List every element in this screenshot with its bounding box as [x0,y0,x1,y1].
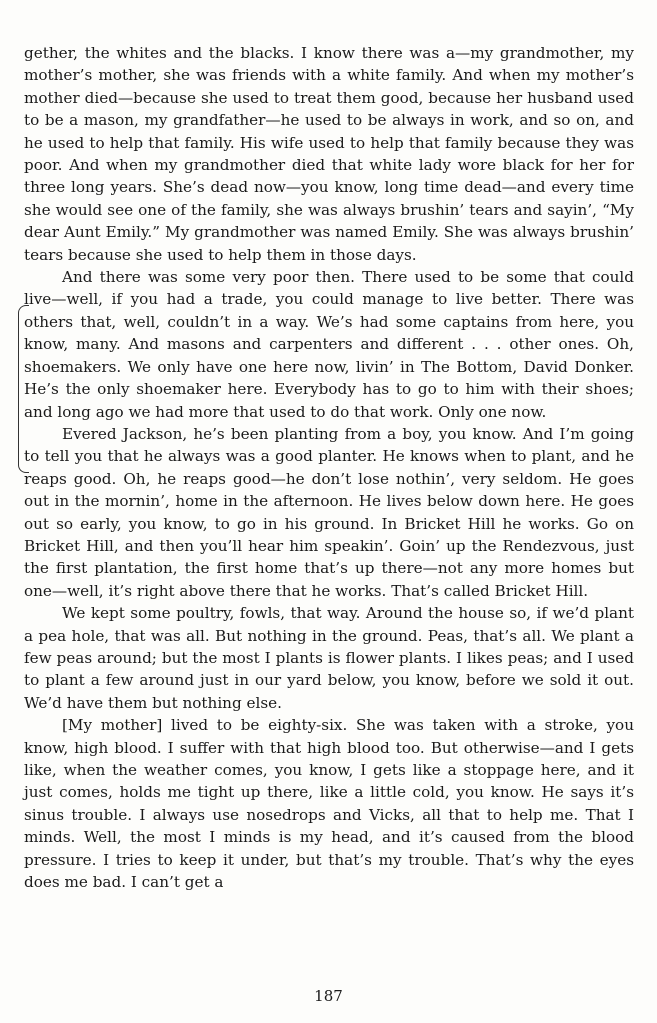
paragraph-3: Evered Jackson, he’s been planting from a boy, you know. And I’m going to tell you that he always was a good planter. He knows when to plant, and he reaps good. Oh, he reaps good—he don’t lose nothin’, very seldom. He goes out in the mornin’, home in the afternoon. He lives below down here. He goes out so early, you know, to go in his ground. In Bricket Hill he works. Go on Bricket Hill, and then you’ll hear him speakin’. Goin’ up the Rendezvous, just the first plantation, the first home that’s up there—not any more homes but one—well, it’s right above there that he works. That’s called Bricket Hill. [24,424,634,600]
paragraph-5: [My mother] lived to be eighty-six. She was taken with a stroke, you know, high blood. I suffer with that high blood too. But otherwise—and I gets like, when the weather comes, you know, I gets like a stoppage here, and it just comes, holds me tight up there, like a little cold, you know. He says it’s sinus trouble. I always use nosedrops and Vicks, all that to help me. That I minds. Well, the most I minds is my head, and it’s caused from the blood pressure. I tries to keep it under, but that’s my trouble. That’s why the eyes does me bad. I can’t get a [24,716,634,892]
paragraph-2: And there was some very poor then. There used to be some that could live—well, if you had a trade, you could manage to live better. There was others that, well, couldn’t in a way. We’s had some captains from here, you know, many. And masons and carpenters and different . . . other ones. Oh, shoemakers. We only have one here now, livin’ in The Bottom, David Donker. He’s the only shoemaker here. Everybody has to go to him with their shoes; and long ago we had more that used to do that work. Only one now. [24,268,634,421]
body-text [24,42,634,893]
paragraph-1: gether, the whites and the blacks. I know there was a—my grandmother, my mother’s mother, she was friends with a white family. And when my mother’s mother died—because she used to treat them good, because her husband used to be a mason, my grandfather—he used to be always in work, and so on, and he used to help that family. His wife used to help that family because they was poor. And when my grandmother died that white lady wore black for her for three long years. She’s dead now—you know, long time dead—and every time she would see one of the family, she was always brushin’ tears and sayin’, “My dear Aunt Emily.” My grandmother was named Emily. She was always brushin’ tears because she used to help them in those days. [24,44,634,264]
paragraph-4: We kept some poultry, fowls, that way. Around the house so, if we’d plant a pea hole, that was all. But nothing in the ground. Peas, that’s all. We plant a few peas around; but the most I plants is flower plants. I likes peas; and I used to plant a few around just in our yard below, you know, before we sold it out. We’d have them but nothing else. [24,604,634,712]
page-number: 187 [314,987,343,1005]
